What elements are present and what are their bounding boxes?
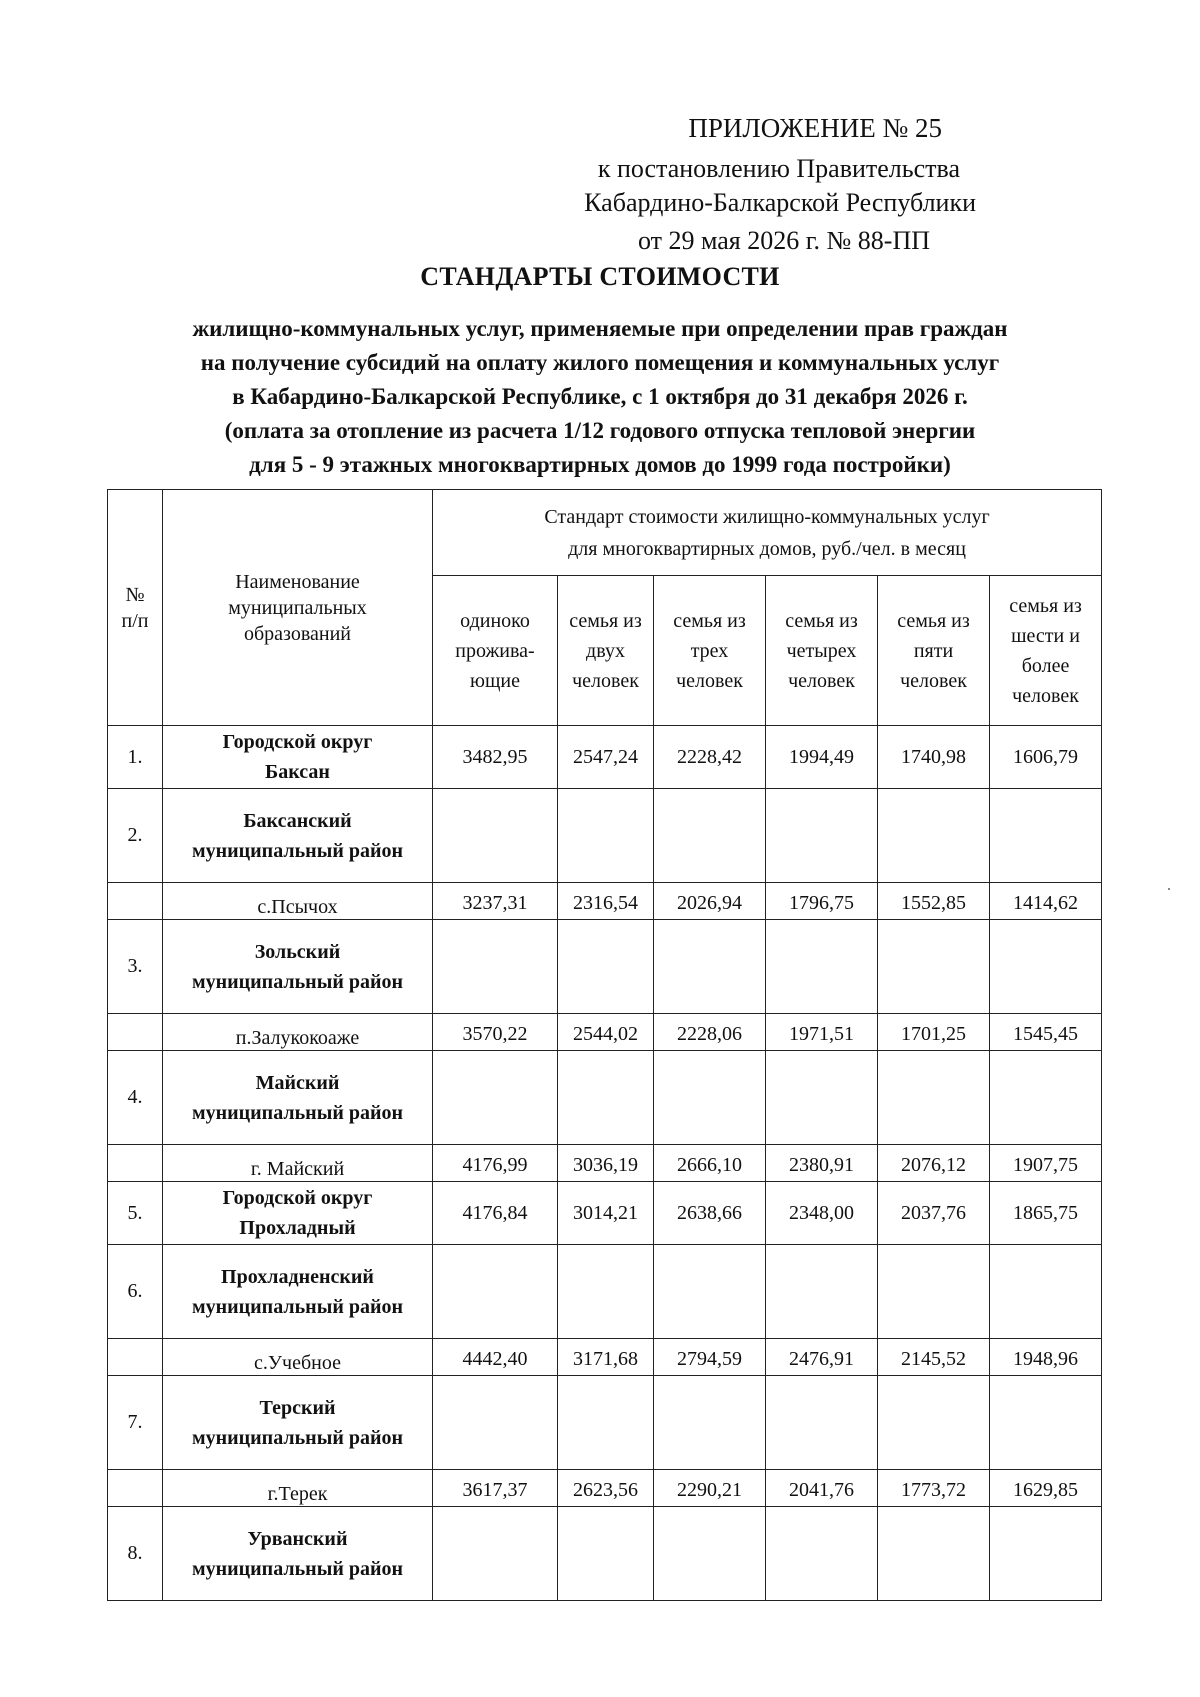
row-number: 3. <box>108 920 163 1014</box>
municipality-name-line: с.Псычох <box>257 896 338 918</box>
row-number: 1. <box>108 726 163 789</box>
subtitle-line: на получение субсидий на оплату жилого помещения и коммунальных услуг <box>200 350 1000 375</box>
cost-value: 3482,95 <box>433 726 558 789</box>
cost-value: 2037,76 <box>878 1182 990 1245</box>
table-row <box>108 789 1102 883</box>
cost-value: 2076,12 <box>878 1145 990 1182</box>
municipality-name-line: муниципальный район <box>191 1295 404 1318</box>
cost-value <box>558 789 654 883</box>
cost-value <box>990 1051 1102 1145</box>
municipality-name-line: п.Залукокоаже <box>235 1027 360 1049</box>
municipality-name-line: г.Терек <box>267 1483 328 1505</box>
table-row <box>108 883 1102 920</box>
cost-value: 2290,21 <box>654 1470 766 1507</box>
municipality-name-line: с.Учебное <box>254 1352 341 1374</box>
municipality-name <box>163 1470 433 1507</box>
municipality-name <box>163 1014 433 1051</box>
cost-value <box>558 1507 654 1601</box>
scan-speck <box>1168 888 1170 890</box>
municipality-name-line: Баксанский <box>243 809 352 832</box>
header-number: № п/п <box>108 490 163 726</box>
table-row <box>108 1470 1102 1507</box>
cost-value: 2145,52 <box>878 1339 990 1376</box>
cost-value <box>558 920 654 1014</box>
cost-value <box>433 789 558 883</box>
cost-value: 1740,98 <box>878 726 990 789</box>
municipality-name-line: Городской округ <box>222 731 373 753</box>
municipality-name-line: муниципальный район <box>191 1101 404 1124</box>
row-number: 2. <box>108 789 163 883</box>
cost-value: 2794,59 <box>654 1339 766 1376</box>
municipality-name <box>163 1376 433 1470</box>
document-title: СТАНДАРТЫ СТОИМОСТИ <box>420 262 780 291</box>
cost-value <box>990 1245 1102 1339</box>
cost-value <box>878 920 990 1014</box>
header-family-six-plus: семья из шести и более человек <box>990 576 1102 726</box>
table-body <box>108 726 1102 1601</box>
subtitle-line: жилищно-коммунальных услуг, применяемые при определении прав граждан <box>192 316 1008 341</box>
appendix-number: ПРИЛОЖЕНИЕ № 25 <box>688 113 942 143</box>
cost-value <box>766 920 878 1014</box>
row-number: 5. <box>108 1182 163 1245</box>
cost-value <box>558 1245 654 1339</box>
cost-value: 4176,99 <box>433 1145 558 1182</box>
cost-value <box>654 1507 766 1601</box>
cost-value: 2547,24 <box>558 726 654 789</box>
cost-value: 4176,84 <box>433 1182 558 1245</box>
cost-value: 2544,02 <box>558 1014 654 1051</box>
header-municipality: Наименование муниципальных образований <box>163 490 433 726</box>
row-number: 4. <box>108 1051 163 1145</box>
municipality-name-line: Баксан <box>265 761 330 783</box>
municipality-name-line: муниципальный район <box>191 839 404 862</box>
municipality-name <box>163 1507 433 1601</box>
cost-value: 1629,85 <box>990 1470 1102 1507</box>
cost-value: 1701,25 <box>878 1014 990 1051</box>
header-family-three: семья из трех человек <box>654 576 766 726</box>
cost-value: 1994,49 <box>766 726 878 789</box>
table-row <box>108 920 1102 1014</box>
cost-value <box>654 1376 766 1470</box>
table-row <box>108 1376 1102 1470</box>
municipality-name <box>163 726 433 789</box>
cost-value <box>433 1245 558 1339</box>
table-row <box>108 1145 1102 1182</box>
cost-value <box>766 789 878 883</box>
cost-value <box>878 1051 990 1145</box>
cost-value: 1796,75 <box>766 883 878 920</box>
appendix-resolution-line: к постановлению Правительства <box>597 154 960 183</box>
municipality-name <box>163 883 433 920</box>
cost-value: 3014,21 <box>558 1182 654 1245</box>
cost-value <box>654 789 766 883</box>
municipality-name-line: Зольский <box>254 940 341 963</box>
table-row <box>108 1339 1102 1376</box>
header-single: одиноко прожива- ющие <box>433 576 558 726</box>
cost-value: 3570,22 <box>433 1014 558 1051</box>
cost-value <box>878 1507 990 1601</box>
row-number: 7. <box>108 1376 163 1470</box>
municipality-name-line: муниципальный район <box>191 1426 404 1449</box>
cost-value: 2026,94 <box>654 883 766 920</box>
municipality-name-line: Урванский <box>247 1527 348 1550</box>
cost-value: 2380,91 <box>766 1145 878 1182</box>
cost-value <box>878 789 990 883</box>
municipality-name <box>163 789 433 883</box>
row-number <box>108 1014 163 1051</box>
cost-value: 2666,10 <box>654 1145 766 1182</box>
cost-value: 3237,31 <box>433 883 558 920</box>
cost-value: 2228,06 <box>654 1014 766 1051</box>
table-row <box>108 1014 1102 1051</box>
municipality-name <box>163 1245 433 1339</box>
cost-value: 2316,54 <box>558 883 654 920</box>
cost-value <box>990 1507 1102 1601</box>
header-cost-standard: Стандарт стоимости жилищно-коммунальных услуг для многоквартирных домов, руб./чел. в месяц <box>433 490 1102 576</box>
cost-value: 1552,85 <box>878 883 990 920</box>
cost-value <box>654 920 766 1014</box>
appendix-republic-line: Кабардино-Балкарской Республики <box>584 188 976 217</box>
table-row <box>108 726 1102 789</box>
cost-value: 1907,75 <box>990 1145 1102 1182</box>
cost-value: 1606,79 <box>990 726 1102 789</box>
header-family-five: семья из пяти человек <box>878 576 990 726</box>
table-row <box>108 1051 1102 1145</box>
cost-value <box>766 1051 878 1145</box>
cost-value: 2623,56 <box>558 1470 654 1507</box>
municipality-name <box>163 1182 433 1245</box>
cost-value: 3036,19 <box>558 1145 654 1182</box>
header-family-two: семья из двух человек <box>558 576 654 726</box>
cost-value: 1545,45 <box>990 1014 1102 1051</box>
cost-value: 3171,68 <box>558 1339 654 1376</box>
municipality-name <box>163 920 433 1014</box>
cost-value: 2041,76 <box>766 1470 878 1507</box>
subtitle-line: для 5 - 9 этажных многоквартирных домов до 1999 года постройки) <box>249 452 951 477</box>
row-number <box>108 1339 163 1376</box>
cost-value: 4442,40 <box>433 1339 558 1376</box>
cost-value <box>558 1376 654 1470</box>
cost-value: 1865,75 <box>990 1182 1102 1245</box>
municipality-name <box>163 1051 433 1145</box>
cost-value: 2476,91 <box>766 1339 878 1376</box>
cost-value <box>558 1051 654 1145</box>
row-number: 8. <box>108 1507 163 1601</box>
cost-value: 3617,37 <box>433 1470 558 1507</box>
appendix-date-line: от 29 мая 2026 г. № 88-ПП <box>637 226 930 255</box>
cost-value: 2638,66 <box>654 1182 766 1245</box>
cost-value <box>766 1507 878 1601</box>
municipality-name-line: Городской округ <box>222 1187 373 1209</box>
cost-value <box>990 789 1102 883</box>
cost-value <box>990 920 1102 1014</box>
cost-value <box>433 1507 558 1601</box>
cost-value: 1948,96 <box>990 1339 1102 1376</box>
cost-value: 1971,51 <box>766 1014 878 1051</box>
municipality-name-line: Прохладненский <box>221 1265 374 1288</box>
subtitle-line: в Кабардино-Балкарской Республике, с 1 октября до 31 декабря 2026 г. <box>232 384 968 409</box>
cost-standards-table <box>107 489 1102 1601</box>
cost-value <box>878 1376 990 1470</box>
cost-value <box>433 920 558 1014</box>
municipality-name-line: Терский <box>259 1396 336 1419</box>
table-row <box>108 1507 1102 1601</box>
cost-value <box>766 1376 878 1470</box>
municipality-name <box>163 1339 433 1376</box>
cost-value <box>654 1245 766 1339</box>
cost-value: 2348,00 <box>766 1182 878 1245</box>
document-subtitle <box>100 312 1100 482</box>
municipality-name-line: г. Майский <box>250 1158 345 1180</box>
cost-value: 2228,42 <box>654 726 766 789</box>
table-row <box>108 1182 1102 1245</box>
subtitle-line: (оплата за отопление из расчета 1/12 годового отпуска тепловой энергии <box>224 418 976 443</box>
cost-value <box>654 1051 766 1145</box>
municipality-name-line: Майский <box>255 1071 340 1094</box>
municipality-name-line: Прохладный <box>239 1217 356 1239</box>
cost-value <box>766 1245 878 1339</box>
cost-value <box>433 1376 558 1470</box>
cost-value <box>990 1376 1102 1470</box>
row-number <box>108 1470 163 1507</box>
cost-value: 1414,62 <box>990 883 1102 920</box>
municipality-name <box>163 1145 433 1182</box>
row-number: 6. <box>108 1245 163 1339</box>
row-number <box>108 883 163 920</box>
municipality-name-line: муниципальный район <box>191 970 404 993</box>
cost-value: 1773,72 <box>878 1470 990 1507</box>
cost-value <box>433 1051 558 1145</box>
table-row <box>108 1245 1102 1339</box>
header-family-four: семья из четырех человек <box>766 576 878 726</box>
municipality-name-line: муниципальный район <box>191 1557 404 1580</box>
row-number <box>108 1145 163 1182</box>
cost-value <box>878 1245 990 1339</box>
